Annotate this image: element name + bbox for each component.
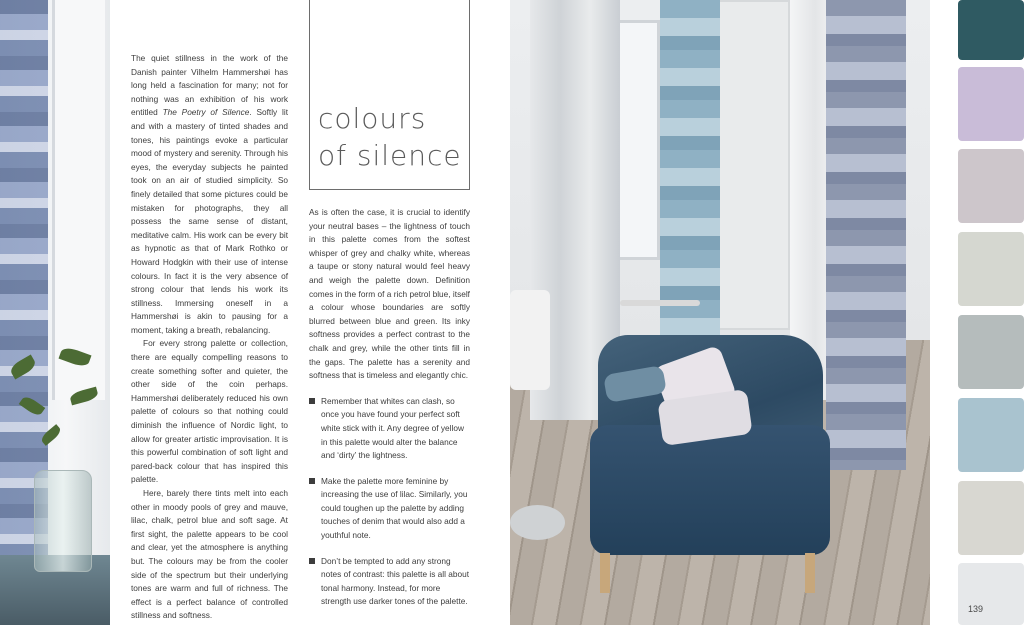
window [52,0,105,400]
tips-list [309,395,470,609]
right-text-column [309,206,470,621]
list-item: Remember that whites can clash, so once you have found your perfect soft white stick with it. Any degree of yellow in this palette would alter the balance and ‘dirty’ the lightness. [309,395,470,463]
swatch [958,0,1024,60]
sofa-leg [805,553,815,593]
swatch [958,398,1024,472]
left-photo [0,0,110,625]
right-photo [510,0,930,625]
swatch [958,67,1024,141]
curtain [826,0,906,470]
colour-swatches [955,0,1024,625]
paragraph: Here, barely there tints melt into each other in moody pools of grey and mauve, lilac, chalk, petrol blue and soft sage. At first sight, the palette appears to be cool and clear, yet the atmosphere is anything but. The colours may be from the cooler side of the spectrum but their underlying tones are warm and full of richness. The effect is a perfect balance of controlled stillness and softness. [131,488,288,621]
swatch [958,149,1024,223]
list-item: Don’t be tempted to add any strong notes of contrast: this palette is all about tonal harmony. Instead, for more strength use darker tones of the palette. [309,555,470,609]
paragraph: The quiet stillness in the work of the Danish painter Vilhelm Hammershøi has long held a fascination for many; not for nothing was an exhibition of his work entitled The Poetry of Silence. Softly lit and with a mastery of tinted shades and tones, his paintings evoke a particular mood of mystery and serenity. Through his eyes, the everyday subjects he painted took on an air of studied simplicity. So finely detailed that some pictures could be mistaken for photographs, they all possess the same sense of distant, meditative calm. His work can be every bit as hypnotic as that of Mark Rothko or Howard Hodgkin with their use of intense colours. In fact it is the very absence of strong colour that lends his work its stillness. Immersing oneself in a Hammershøi is akin to pausing for a moment, taking a breath, rebalancing. [131,53,288,335]
swatch [958,232,1024,306]
intro-paragraph: As is often the case, it is crucial to identify your neutral bases – the lightness of touch in this palette comes from the softest whisper of grey and chalky white, whereas a taupe or stony natural would feel heavy and weigh the palette down. Definition comes in the form of a rich petrol blue, itself a colour whose boundaries are softly blurred between blue and green. Its inky softness provides a perfect contrast to the chalk and grey, while the other tints fill in the gaps. The palette has a serenity and softness that is timeless and elegantly chic. [309,207,470,381]
bullet-icon [309,398,315,404]
stool [510,505,565,540]
page-title-line-2: of silence [318,139,462,172]
swatch [958,315,1024,389]
left-text-column [131,52,288,623]
page-title-line-1: colours [318,102,427,135]
velvet-sofa [590,325,830,575]
swatch [958,481,1024,555]
side-table [620,300,700,306]
swatch [958,563,1024,625]
sofa-leg [600,553,610,593]
title-box [309,0,470,190]
bullet-icon [309,478,315,484]
paragraph: For every strong palette or collection, there are equally compelling reasons to create something softer and quieter, the other side of the coin perhaps. Hammershøi deliberately reduced his own palette of colours so that nothing could diminish the influence of Nordic light, to allow for greater artistic improvisation. It is this powerful combination of soft light and pared-back colour that has inspired this palette. [131,338,288,485]
bullet-icon [309,558,315,564]
page-number: 139 [968,604,984,614]
white-chair [510,290,550,390]
wall-panel [710,0,790,330]
sofa-seat [590,425,830,555]
glass-jar [34,470,92,572]
list-item: Make the palette more feminine by increasing the use of lilac. Similarly, you could toughen up the palette by adding touches of denim that would also add a youthful note. [309,475,470,543]
